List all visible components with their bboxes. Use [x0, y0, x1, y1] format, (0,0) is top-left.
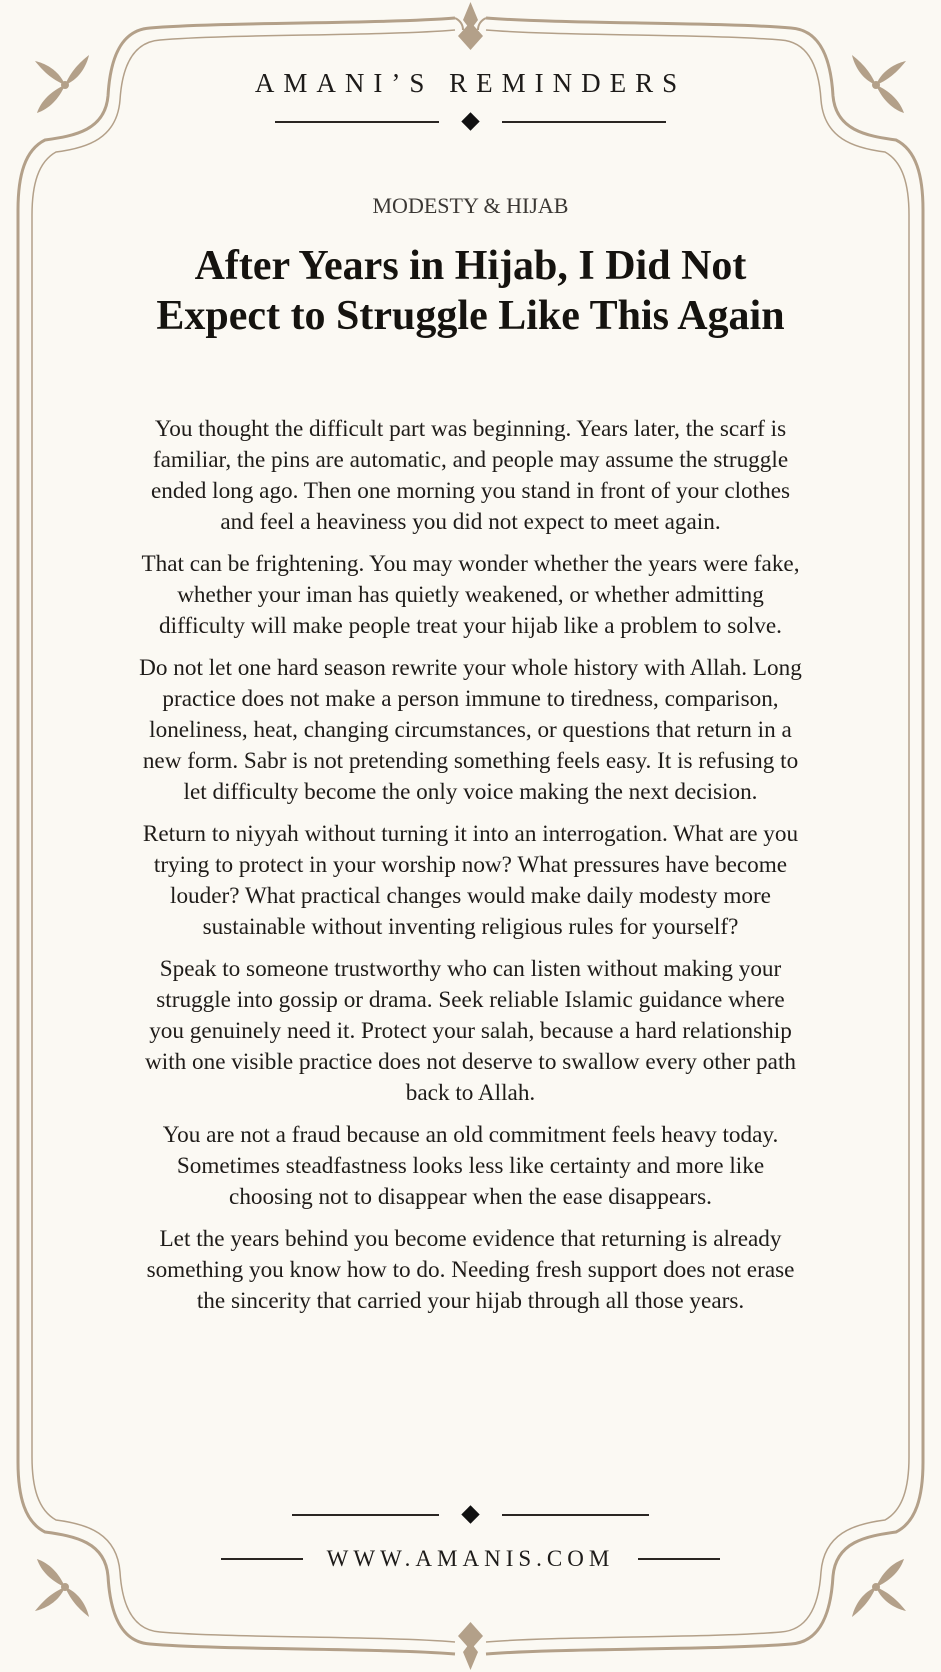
article-paragraph: Speak to someone trustworthy who can listen without making your struggle into gossip or drama. Seek reliable Islamic guidance where you genuinely need it. Protect your salah, because a hard relationship with one visible practice does not deserve to swallow every other path back to Allah.: [145, 956, 796, 1106]
footer-rule: [221, 1558, 303, 1560]
article-paragraph: Let the years behind you become evidence that returning is already something you know how to do. Needing fresh support does not erase the sincerity that carried your hijab through all those years.: [146, 1226, 795, 1314]
article-category: MODESTY & HIJAB: [372, 193, 569, 218]
article-body: [138, 414, 803, 1328]
divider-line: [502, 121, 666, 123]
brand-name: AMANI’S REMINDERS: [254, 68, 687, 98]
divider-line: [292, 1514, 439, 1516]
footer-rule: [638, 1558, 720, 1560]
website-footer: [0, 1546, 941, 1572]
diamond-icon: [461, 112, 479, 130]
website-url[interactable]: WWW.AMANIS.COM: [326, 1546, 615, 1571]
article-paragraph: Do not let one hard season rewrite your whole history with Allah. Long practice does not make a person immune to tiredness, comparison, loneliness, heat, changing circumstances, or questions that return in a new form. Sabr is not pretending something feels easy. It is refusing to let difficulty become the only voice making the next decision.: [139, 655, 802, 805]
diamond-icon: [461, 1505, 479, 1523]
article-paragraph: That can be frightening. You may wonder whether the years were fake, whether your iman has quietly weakened, or whether admitting difficulty will make people treat your hijab like a problem to solve.: [141, 551, 800, 639]
article-title: After Years in Hijab, I Did Not Expect to Struggle Like This Again: [156, 243, 785, 339]
divider-line: [275, 121, 439, 123]
article-paragraph: You thought the difficult part was beginning. Years later, the scarf is familiar, the pins are automatic, and people may assume the struggle ended long ago. Then one morning you stand in front of your clothes and feel a heaviness you did not expect to meet again.: [150, 416, 791, 535]
divider-line: [502, 1514, 649, 1516]
header-divider: [0, 115, 941, 128]
footer-divider: [0, 1508, 941, 1521]
article-paragraph: Return to niyyah without turning it into an interrogation. What are you trying to protect in your worship now? What pressures have become louder? What practical changes would make daily modesty more sustainable without inventing religious rules for yourself?: [142, 821, 799, 940]
article-paragraph: You are not a fraud because an old commitment feels heavy today. Sometimes steadfastness looks less like certainty and more like choosing not to disappear when the ease disappears.: [162, 1122, 779, 1210]
